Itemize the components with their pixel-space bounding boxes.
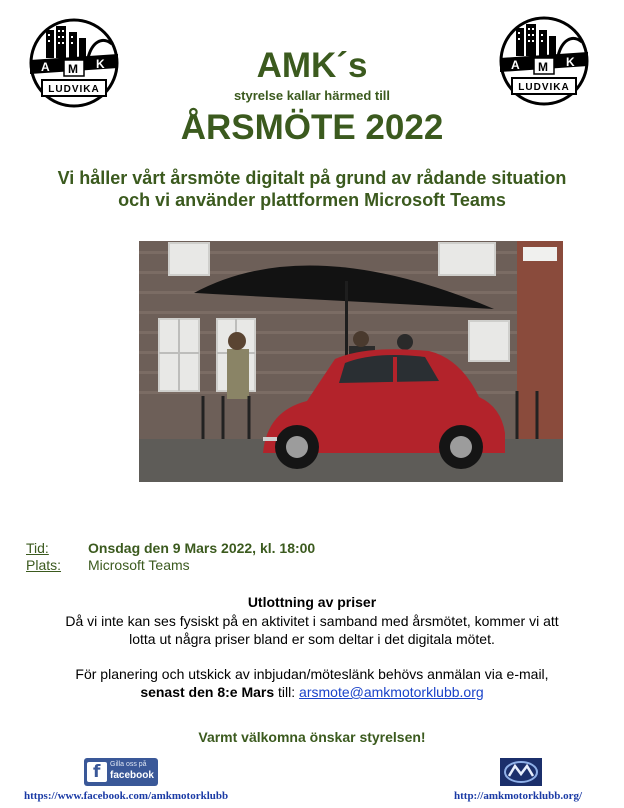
email-link[interactable]: arsmote@amkmotorklubb.org bbox=[299, 684, 484, 700]
club-logo-icon[interactable] bbox=[500, 758, 542, 786]
page-title: AMK´s bbox=[256, 46, 368, 85]
lottery-text bbox=[40, 612, 584, 648]
closing-text: Varmt välkomna önskar styrelsen! bbox=[198, 729, 426, 745]
website-url-link[interactable]: http://amkmotorklubb.org/ bbox=[454, 790, 583, 802]
registration-text bbox=[30, 665, 594, 701]
lottery-line: Då vi inte kan ses fysiskt på en aktivitet i samband med årsmötet, kommer vi att bbox=[65, 613, 559, 629]
meeting-heading: ÅRSMÖTE 2022 bbox=[180, 108, 444, 147]
intro-line: och vi använder plattformen Microsoft Teams bbox=[118, 190, 506, 210]
logo-letter: K bbox=[566, 55, 575, 69]
lottery-line: lotta ut några priser bland er som deltar i det digitala mötet. bbox=[129, 631, 495, 647]
place-label: Plats: bbox=[26, 557, 62, 573]
time-label: Tid: bbox=[26, 540, 49, 556]
place-value: Microsoft Teams bbox=[88, 557, 190, 573]
lottery-title: Utlottning av priser bbox=[247, 594, 377, 610]
logo-city: LUDVIKA bbox=[48, 84, 100, 95]
time-value: Onsdag den 9 Mars 2022, kl. 18:00 bbox=[88, 540, 316, 556]
logo-letter: K bbox=[96, 57, 105, 71]
registration-line-2 bbox=[30, 683, 594, 701]
registration-deadline: senast den 8:e Mars bbox=[140, 684, 275, 700]
logo-letter: M bbox=[538, 60, 548, 74]
red-vintage-car-photo bbox=[139, 241, 563, 482]
facebook-badge-small-text: Gilla oss på bbox=[110, 761, 147, 768]
page-subtitle: styrelse kallar härmed till bbox=[233, 88, 391, 103]
logo-city: LUDVIKA bbox=[518, 82, 570, 93]
registration-line: För planering och utskick av inbjudan/möteslänk behövs anmälan via e-mail, bbox=[75, 666, 549, 682]
intro-text bbox=[20, 167, 604, 211]
logo-letter: A bbox=[41, 60, 50, 74]
facebook-like-badge[interactable] bbox=[84, 758, 158, 786]
facebook-icon: f bbox=[87, 762, 107, 782]
registration-till: till: bbox=[274, 684, 300, 700]
logo-letter: M bbox=[68, 62, 78, 76]
intro-line: Vi håller vårt årsmöte digitalt på grund av rådande situation bbox=[57, 168, 567, 188]
facebook-badge-text: facebook bbox=[110, 770, 154, 781]
logo-letter: A bbox=[511, 58, 520, 72]
facebook-url-link[interactable]: https://www.facebook.com/amkmotorklubb bbox=[24, 790, 229, 802]
